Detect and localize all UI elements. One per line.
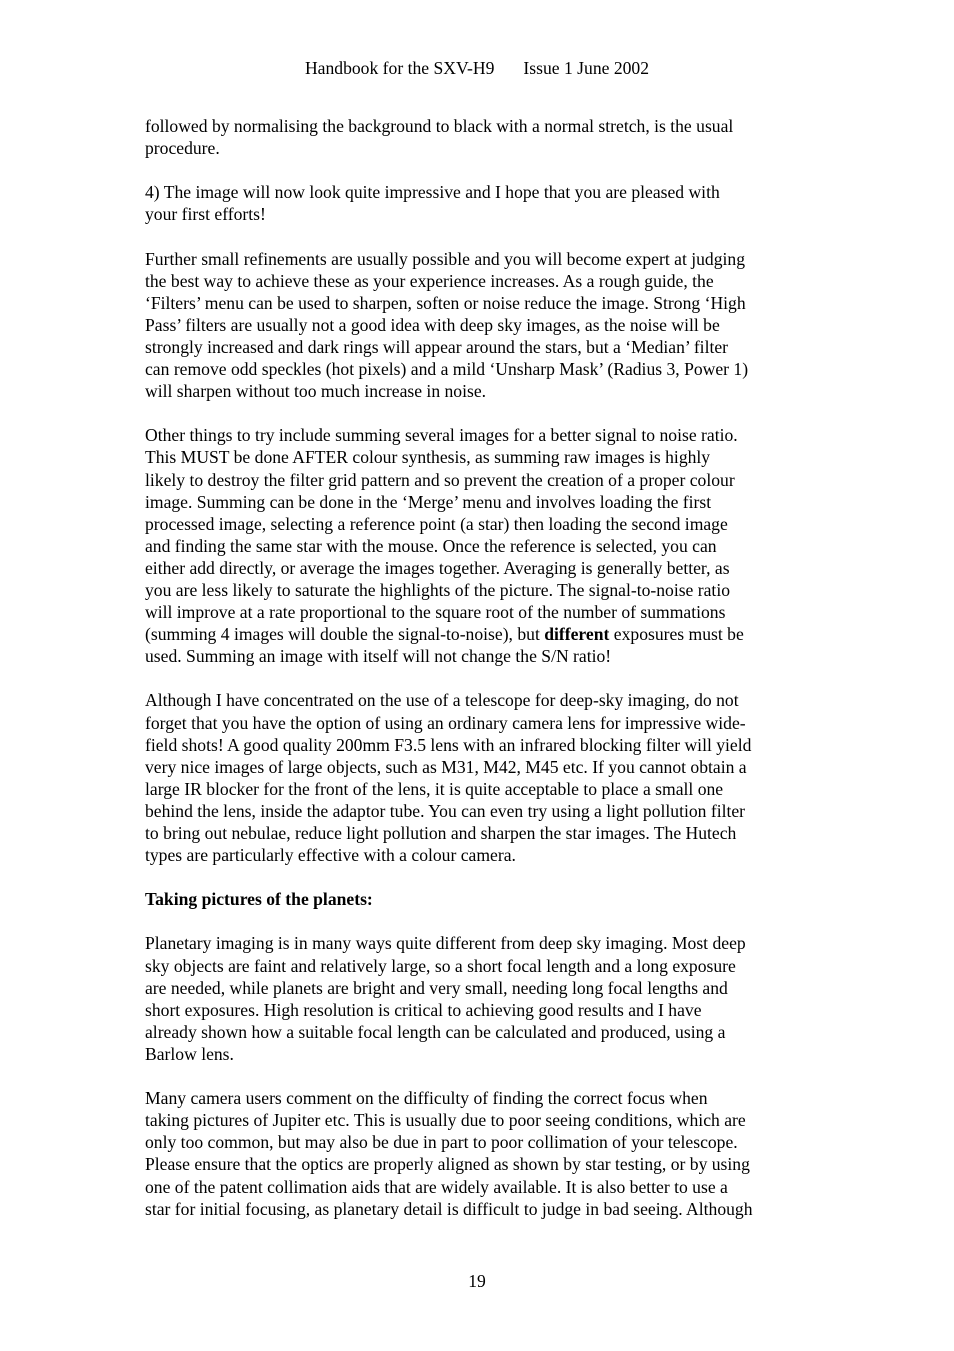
text-line: likely to destroy the filter grid pattern and so prevent the creation of a proper colour [145,469,735,490]
handbook-title: Handbook for the SXV-H9 [304,58,495,78]
text-line: Pass’ filters are usually not a good idea with deep sky images, as the noise will be [145,314,720,335]
text-line: strongly increased and dark rings will appear around the stars, but a ‘Median’ filter [145,336,729,357]
section-heading [145,888,815,910]
body-text [145,115,815,1242]
text-line: Please ensure that the optics are properly aligned as shown by star testing, or by using [145,1154,750,1175]
text-line: forget that you have the option of using an ordinary camera lens for impressive wide- [145,712,746,733]
text-line: ‘Filters’ menu can be used to sharpen, soften or noise reduce the image. Strong ‘High [145,292,746,313]
text-line: processed image, selecting a reference point (a star) then loading the second image [145,513,728,534]
text-line: star for initial focusing, as planetary detail is difficult to judge in bad seeing. Although [145,1198,753,1219]
paragraph [145,1087,815,1220]
text-line: Further small refinements are usually possible and you will become expert at judging [145,248,745,269]
text-line: procedure. [145,138,220,159]
text-line: the best way to achieve these as your experience increases. As a rough guide, the [145,270,714,291]
text-line: used. Summing an image with itself will not change the S/N ratio! [145,646,612,667]
text-line: large IR blocker for the front of the lens, it is quite acceptable to place a small one [145,778,724,799]
text-line: image. Summing can be done in the ‘Merge’ menu and involves loading the first [145,491,712,512]
page-number: 19 [468,1271,486,1291]
text-line: behind the lens, inside the adaptor tube. You can even try using a light pollution filter [145,800,746,821]
text-line: 4) The image will now look quite impressive and I hope that you are pleased with [145,182,720,203]
issue-date: Issue 1 June 2002 [523,58,650,78]
text-line: you are less likely to saturate the highlights of the picture. The signal-to-noise ratio [145,579,731,600]
text-line [145,623,815,645]
paragraph [145,115,815,159]
page-header [0,57,954,79]
text-line: Other things to try include summing several images for a better signal to noise ratio. [145,425,738,446]
text-line: one of the patent collimation aids that are widely available. It is also better to use a [145,1176,728,1197]
paragraph [145,424,815,667]
text-line: Many camera users comment on the difficulty of finding the correct focus when [145,1088,708,1109]
text-segment: exposures must be [609,624,744,645]
text-line: very nice images of large objects, such as M31, M42, M45 etc. If you cannot obtain a [145,756,747,777]
text-line: will sharpen without too much increase in noise. [145,381,487,402]
paragraph [145,181,815,225]
text-line: sky objects are faint and relatively large, so a short focal length and a long exposure [145,955,736,976]
text-line: Although I have concentrated on the use of a telescope for deep-sky imaging, do not [145,690,739,711]
paragraph [145,932,815,1065]
text-line: types are particularly effective with a colour camera. [145,845,516,866]
paragraph [145,689,815,866]
text-line: field shots! A good quality 200mm F3.5 lens with an infrared blocking filter will yield [145,734,752,755]
text-line: only too common, but may also be due in part to poor collimation of your telescope. [145,1132,738,1153]
text-line: are needed, while planets are bright and very small, needing long focal lengths and [145,977,728,998]
text-line: followed by normalising the background to black with a normal stretch, is the usual [145,116,734,136]
text-line: your first efforts! [145,204,266,225]
text-line: Barlow lens. [145,1043,234,1064]
emphasis-text: different [544,624,610,645]
text-line: will improve at a rate proportional to the square root of the number of summations [145,602,726,623]
text-line: Taking pictures of the planets: [145,889,373,910]
text-line: Planetary imaging is in many ways quite different from deep sky imaging. Most deep [145,933,746,954]
text-line: to bring out nebulae, reduce light pollution and sharpen the star images. The Hutech [145,823,737,843]
text-line: can remove odd speckles (hot pixels) and a mild ‘Unsharp Mask’ (Radius 3, Power 1) [145,359,749,380]
text-line: taking pictures of Jupiter etc. This is usually due to poor seeing conditions, which are [145,1110,746,1131]
text-line: already shown how a suitable focal length can be calculated and produced, using a [145,1021,726,1042]
paragraph [145,248,815,403]
text-segment: (summing 4 images will double the signal-to-noise), but [145,624,545,645]
text-line: This MUST be done AFTER colour synthesis, as summing raw images is highly [145,447,711,468]
text-line: and finding the same star with the mouse. Once the reference is selected, you can [145,535,717,556]
text-line: either add directly, or average the images together. Averaging is generally better, as [145,557,730,578]
text-line: short exposures. High resolution is critical to achieving good results and I have [145,999,702,1020]
